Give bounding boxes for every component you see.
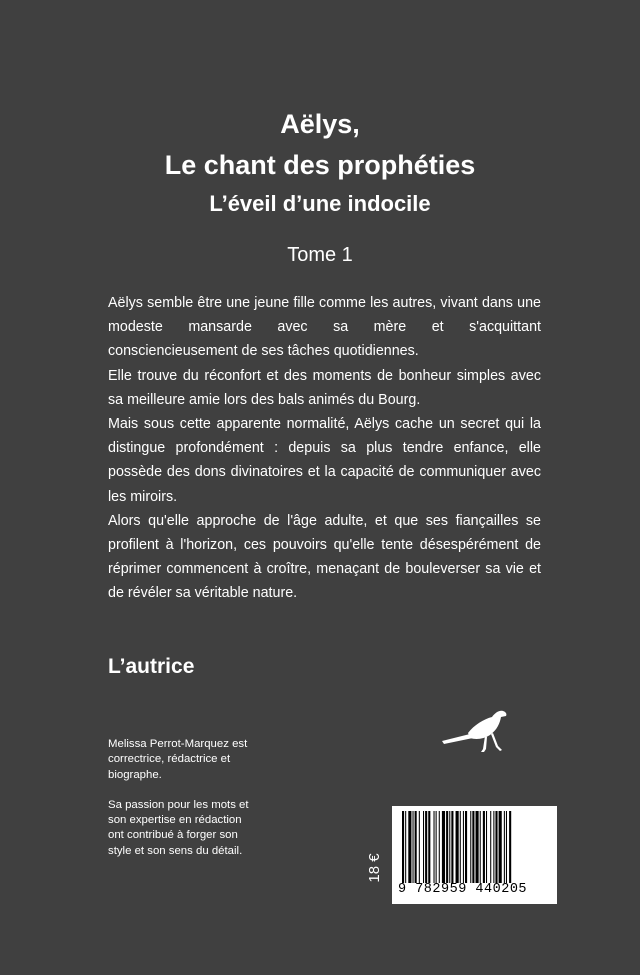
barcode-bar [405,811,406,883]
barcode-bar [436,811,437,883]
barcode-bar [456,811,459,883]
barcode-bar [449,811,450,883]
barcode-bar [490,811,491,883]
barcode-bar [499,811,502,883]
barcode-bar [465,811,467,883]
title-block [0,104,640,222]
barcode-bar [408,811,411,883]
author-heading: L’autrice [108,655,195,678]
author-bio-paragraph: Melissa Perrot-Marquez est correctrice, rédactrice et biographe. [108,738,248,781]
barcode-bar [483,811,485,883]
synopsis [108,291,541,606]
barcode-bar [423,811,424,883]
barcode-bar [439,811,440,883]
barcode-bar [460,811,461,883]
barcode [392,806,557,904]
barcode-bar [470,811,471,883]
barcode-bar [504,811,505,883]
barcode-bars [402,811,547,883]
synopsis-paragraph: Elle trouve du réconfort et des moments de bonheur simples avec sa meilleure amie lors des bals animés du Bourg. [108,367,541,408]
book-title-line2: Le chant des prophéties [164,150,476,180]
book-title-line1: Aëlys, [280,109,360,139]
barcode-bar [480,811,481,883]
barcode-bar [463,811,464,883]
barcode-bar [472,811,474,883]
author-bio [108,737,258,874]
barcode-bar [415,811,417,883]
synopsis-paragraph: Mais sous cette apparente normalité, Aëlys cache un secret qui la distingue profondément : depuis sa plus tendre enfance, elle possède des dons divinatoires et la capacité de communiquer avec les miroirs. [108,416,541,505]
barcode-bar [425,811,427,883]
barcode-bar [451,811,453,883]
book-subtitle: L’éveil d’une indocile [209,191,431,216]
barcode-bar [476,811,479,883]
magpie-bird-icon [440,703,510,758]
barcode-bar [428,811,430,883]
barcode-bar [446,811,448,883]
barcode-bar [493,811,494,883]
barcode-bar [442,811,445,883]
price-label: 18 € [366,853,383,883]
isbn-number: 9 782959 440205 [398,882,528,897]
barcode-bar [419,811,420,883]
volume-label: Tome 1 [287,244,353,266]
barcode-bar [495,811,497,883]
barcode-bar [486,811,487,883]
barcode-bar [506,811,507,883]
barcode-bar [509,811,511,883]
barcode-bar [434,811,435,883]
author-bio-paragraph: Sa passion pour les mots et son expertise en rédaction ont contribué à forger son style et son sens du détail. [108,798,249,857]
barcode-bar [413,811,414,883]
synopsis-paragraph: Alors qu'elle approche de l'âge adulte, et que ses fiançailles se profilent à l'horizon, ces pouvoirs qu'elle tente désespérément de réprimer commencent à croître, menaçant de bouleverser sa vie et de révéler sa véritable nature. [108,512,541,602]
synopsis-paragraph: Aëlys semble être une jeune fille comme les autres, vivant dans une modeste mansarde avec sa mère et s'acquittant consciencieusement de ses tâches quotidiennes. [108,295,541,360]
barcode-bar [402,811,404,883]
